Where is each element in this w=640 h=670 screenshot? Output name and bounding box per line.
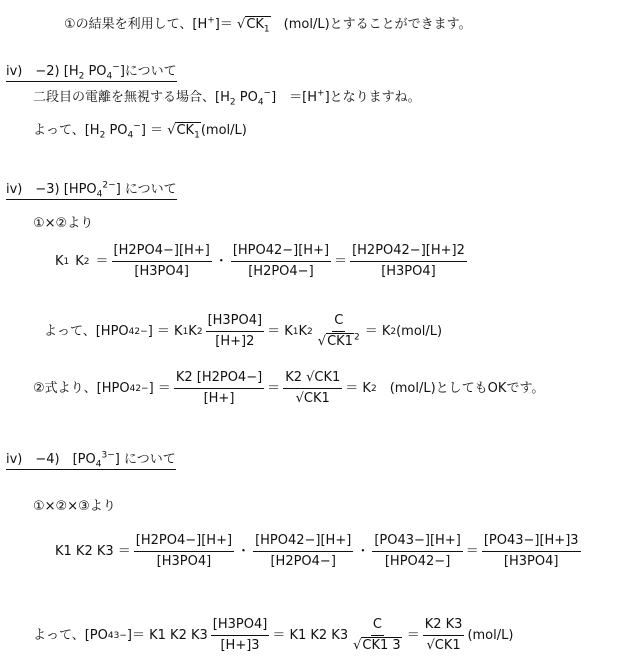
denominator: [H2PO4−] [248, 264, 314, 279]
sup: + [317, 88, 325, 99]
text: PO [235, 90, 258, 105]
heading-iv-4 [6, 452, 176, 470]
paragraph-2a [33, 90, 421, 106]
numerator: [H2PO4−][H+] [112, 243, 212, 262]
sup: 2− [102, 180, 116, 191]
text: ・ [214, 253, 228, 269]
text: K [298, 323, 308, 339]
denominator: [H+]2 [215, 334, 255, 349]
sub: 1 [194, 130, 200, 141]
sub: 4 [95, 459, 102, 470]
text: K [188, 323, 197, 339]
fraction [206, 313, 265, 350]
sub: 4 [127, 130, 134, 141]
text: (mol/L) [467, 627, 514, 643]
denominator: [H3PO4] [134, 264, 189, 279]
text: K [55, 253, 64, 269]
sqrt: $√CK_1$ [167, 123, 200, 141]
numerator: C [332, 313, 345, 332]
text: ] ＝ [140, 123, 164, 138]
equation-3b: よって、[HPO 4 2− ] ＝ K 1 K 2 $\frac{[H3PO4]}{[H+]2}$ ＝ K 1 K 2 $\frac{C}{√CK1^2}$ ＝ K 2 (mol/L) [44, 313, 443, 349]
text: CK [246, 17, 264, 32]
fraction [350, 243, 467, 280]
fraction [283, 370, 342, 407]
numerator: K2 √CK1 [283, 370, 342, 389]
text: ] ＝[H [271, 90, 318, 105]
fraction [351, 617, 404, 654]
denominator: [H+] [203, 391, 235, 406]
text: 二段目の電離を無視する場合、[H [33, 90, 230, 105]
text: ＝ [334, 253, 348, 269]
text: K [75, 253, 84, 269]
sup: 3− [101, 450, 115, 461]
sup: − [263, 88, 272, 99]
text: (mol/L)とすることができます。 [270, 17, 472, 32]
text: (mol/L) [396, 323, 443, 339]
fraction [134, 533, 234, 570]
sup: − [112, 62, 120, 73]
text: CK [176, 123, 195, 138]
text: ]＝ [214, 17, 233, 32]
fraction [231, 243, 331, 280]
denominator: √CK1 [426, 638, 461, 653]
text: ＝ [406, 627, 420, 643]
text: K1 K2 K3 ＝ [55, 543, 131, 559]
text: ＝ K [267, 323, 293, 339]
numerator: [PO43−][H+]3 [482, 533, 581, 552]
dot: ・ [237, 543, 251, 559]
text: よって、[HPO [44, 323, 129, 339]
denominator: [H3PO4] [503, 554, 559, 569]
text: ] ＝ K [147, 323, 183, 339]
equation-4b: よって、[PO 4 3− ]＝ K1 K2 K3 $\frac{[H3PO4]}{[H+]3}$ ＝ K1 K2 K3 $\frac{C}{√CK1 3}$ ＝ $\frac{K2 K3}{√CK1}$ (mol/L) [33, 617, 514, 653]
paragraph-2b [33, 123, 247, 139]
text: ] ＝ [148, 380, 171, 396]
fraction [112, 243, 212, 280]
sub: 2 [99, 130, 106, 141]
text: ＝ [465, 543, 479, 559]
sup: 2 [353, 332, 360, 343]
heading-iv-3 [6, 182, 177, 200]
equation-3a: K 1 K 2 ＝ $\frac{[H2PO4-][H+]}{[H3PO4]}$ ・ $\frac{\text{[HPO42−][H+]}}{[H2PO4-]}$ ＝ $\frac{[H2PO42-][H+]2}{[H3PO4]}$ [55, 243, 465, 279]
numerator: [H2PO42−][H+]2 [350, 243, 467, 262]
text: iv) −3) [HPO [6, 182, 97, 197]
text: ＝ [95, 253, 109, 269]
text: (mol/L)としてもOKです。 [376, 380, 545, 396]
sup: − [133, 121, 141, 132]
numerator: [HPO42−][H+] [231, 243, 331, 262]
text: PO [105, 123, 128, 138]
paragraph-4a: ①×②×③より [33, 499, 116, 514]
text: iv) −2) [H [6, 64, 79, 79]
sqrt: √CK1 [317, 334, 353, 349]
numerator: K2 K3 [423, 617, 465, 636]
text: CK1 3 [362, 638, 401, 653]
denominator: [H3PO4] [381, 264, 436, 279]
equation-3c: ②式より、[HPO 4 2− ] ＝ $\frac{K2 [H2PO4-]}{[H+]}$ ＝ $\frac{K2 √CK1}{√CK1}$ ＝ K 2 (mol/L)としてもOKです。 [33, 370, 545, 406]
text: よって、[H [33, 123, 100, 138]
denominator: [H+]3 [220, 638, 260, 653]
line-1 [64, 17, 472, 33]
text: ＝ K [364, 323, 391, 339]
sub: 4 [96, 189, 103, 200]
fraction [211, 617, 270, 654]
text: ＝ K [345, 380, 371, 396]
text: ＝ K1 K2 K3 [272, 627, 349, 643]
denominator [316, 332, 362, 350]
paragraph-3a: ①×②より [33, 216, 94, 231]
heading-iv-2 [6, 64, 177, 82]
fraction [372, 533, 462, 570]
fraction [253, 533, 353, 570]
text: ]＝ K1 K2 K3 [126, 627, 208, 643]
sup: + [207, 15, 215, 26]
equation-4a [55, 533, 584, 570]
text: ]となりますね。 [324, 90, 421, 105]
denominator [351, 636, 404, 654]
sqrt: √CK1 3 [353, 638, 401, 653]
sub: 2 [229, 97, 236, 108]
numerator: [PO43−][H+] [372, 533, 462, 552]
fraction [423, 617, 465, 654]
text: ] について [115, 182, 177, 197]
sub: 2 [78, 71, 85, 82]
denominator: [H2PO4−] [270, 554, 336, 569]
text: ]について [119, 64, 177, 79]
text: ①の結果を利用して、[H [64, 17, 208, 32]
denominator: √CK1 [295, 391, 330, 406]
fraction [316, 313, 362, 350]
numerator: [HPO42−][H+] [253, 533, 353, 552]
sub: 1 [263, 24, 270, 35]
sub: 4 [257, 97, 264, 108]
numerator: [H3PO4] [206, 313, 265, 332]
text: PO [84, 64, 107, 79]
numerator: K2 [H2PO4−] [174, 370, 264, 389]
denominator: [H3PO4] [156, 554, 212, 569]
text: ] について [114, 452, 176, 467]
text: (mol/L) [200, 123, 247, 138]
fraction [482, 533, 581, 570]
numerator: C [371, 617, 384, 636]
text: よって、[PO [33, 627, 108, 643]
text: iv) −4) [PO [6, 452, 96, 467]
sqrt: $√CK_1$ [237, 17, 270, 35]
numerator: [H2PO4−][H+] [134, 533, 234, 552]
denominator: [HPO42−] [384, 554, 451, 569]
dot: ・ [356, 543, 370, 559]
numerator: [H3PO4] [211, 617, 270, 636]
text: ＝ [267, 380, 281, 396]
sub: 4 [106, 71, 113, 82]
fraction [174, 370, 264, 407]
text: ②式より、[HPO [33, 380, 130, 396]
text: CK1 [327, 334, 353, 349]
